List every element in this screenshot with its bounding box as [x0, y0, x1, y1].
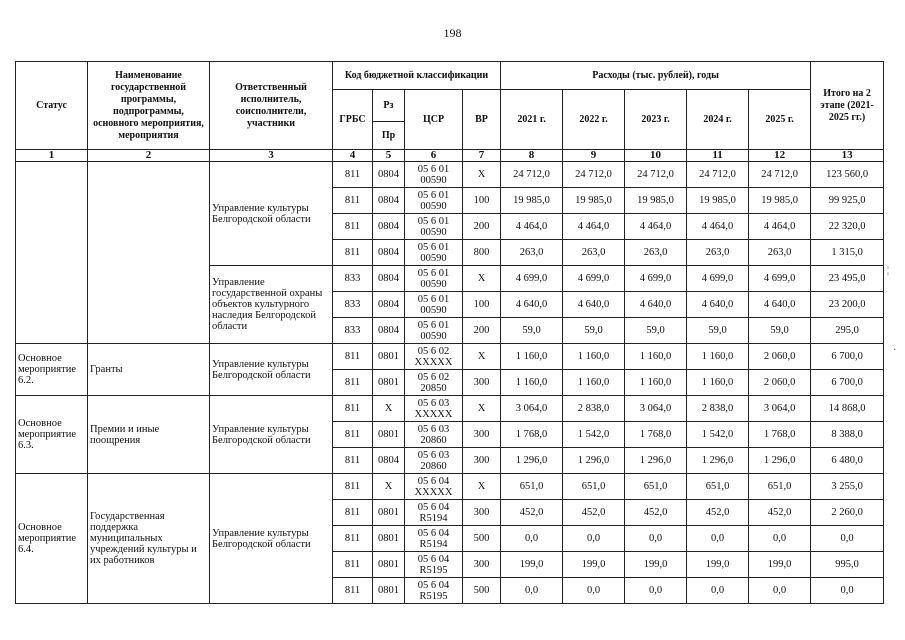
vr-cell: X	[463, 474, 501, 500]
amount-cell: 4 464,0	[563, 214, 625, 240]
total-cell: 995,0	[811, 552, 884, 578]
column-number: 2	[88, 150, 210, 162]
amount-cell: 4 640,0	[563, 292, 625, 318]
amount-cell: 19 985,0	[501, 188, 563, 214]
grbs-cell: 811	[333, 214, 373, 240]
grbs-cell: 811	[333, 396, 373, 422]
rzpr-cell: X	[373, 396, 405, 422]
csr-cell: 05 6 04 R5194	[405, 500, 463, 526]
column-number: 5	[373, 150, 405, 162]
total-cell: 6 480,0	[811, 448, 884, 474]
grbs-cell: 811	[333, 448, 373, 474]
amount-cell: 4 464,0	[501, 214, 563, 240]
amount-cell: 19 985,0	[625, 188, 687, 214]
amount-cell: 4 699,0	[749, 266, 811, 292]
amount-cell: 0,0	[625, 578, 687, 604]
total-cell: 123 560,0	[811, 162, 884, 188]
grbs-cell: 811	[333, 422, 373, 448]
total-cell: 295,0	[811, 318, 884, 344]
header-pr: Пр	[373, 122, 405, 150]
csr-cell: 05 6 01 00590	[405, 214, 463, 240]
grbs-cell: 833	[333, 266, 373, 292]
vr-cell: 200	[463, 318, 501, 344]
amount-cell: 4 699,0	[625, 266, 687, 292]
amount-cell: 0,0	[687, 578, 749, 604]
amount-cell: 24 712,0	[501, 162, 563, 188]
executor-cell: Управление культуры Белгородской области	[210, 396, 333, 474]
amount-cell: 199,0	[749, 552, 811, 578]
status-cell: Основное мероприятие 6.2.	[16, 344, 88, 396]
rzpr-cell: 0801	[373, 500, 405, 526]
amount-cell: 0,0	[563, 526, 625, 552]
csr-cell: 05 6 01 00590	[405, 318, 463, 344]
amount-cell: 3 064,0	[501, 396, 563, 422]
header-name: Наименование государственной программы, подпрограммы, основного мероприятия, мероприятия	[88, 62, 210, 150]
amount-cell: 4 640,0	[749, 292, 811, 318]
name-cell	[88, 162, 210, 344]
amount-cell: 4 699,0	[563, 266, 625, 292]
total-cell: 0,0	[811, 578, 884, 604]
table-row	[16, 344, 884, 370]
total-cell: 22 320,0	[811, 214, 884, 240]
amount-cell: 651,0	[625, 474, 687, 500]
amount-cell: 4 640,0	[687, 292, 749, 318]
amount-cell: 263,0	[749, 240, 811, 266]
table-row	[16, 396, 884, 422]
rzpr-cell: 0804	[373, 292, 405, 318]
amount-cell: 1 160,0	[625, 370, 687, 396]
amount-cell: 1 160,0	[625, 344, 687, 370]
csr-cell: 05 6 04 R5194	[405, 526, 463, 552]
rzpr-cell: 0804	[373, 448, 405, 474]
amount-cell: 452,0	[749, 500, 811, 526]
rzpr-cell: 0801	[373, 526, 405, 552]
rzpr-cell: 0801	[373, 578, 405, 604]
amount-cell: 24 712,0	[687, 162, 749, 188]
header-executor: Ответственный исполнитель, соисполнители, участники	[210, 62, 333, 150]
column-number-row	[16, 150, 884, 162]
csr-cell: 05 6 01 00590	[405, 292, 463, 318]
amount-cell: 1 542,0	[563, 422, 625, 448]
csr-cell: 05 6 01 00590	[405, 240, 463, 266]
amount-cell: 59,0	[687, 318, 749, 344]
amount-cell: 4 699,0	[687, 266, 749, 292]
csr-cell: 05 6 04 XXXXX	[405, 474, 463, 500]
table-body	[16, 162, 884, 604]
column-number: 12	[749, 150, 811, 162]
amount-cell: 651,0	[687, 474, 749, 500]
budget-table	[15, 61, 884, 604]
amount-cell: 199,0	[563, 552, 625, 578]
margin-mark: ¦	[887, 265, 890, 276]
grbs-cell: 811	[333, 344, 373, 370]
status-cell	[16, 162, 88, 344]
rzpr-cell: 0804	[373, 240, 405, 266]
amount-cell: 651,0	[563, 474, 625, 500]
amount-cell: 1 296,0	[625, 448, 687, 474]
margin-mark: ·	[893, 345, 897, 356]
vr-cell: 300	[463, 500, 501, 526]
vr-cell: 800	[463, 240, 501, 266]
executor-cell: Управление культуры Белгородской области	[210, 474, 333, 604]
amount-cell: 59,0	[625, 318, 687, 344]
header-year-2022: 2022 г.	[563, 90, 625, 150]
total-cell: 14 868,0	[811, 396, 884, 422]
name-cell: Премии и иные поощрения	[88, 396, 210, 474]
amount-cell: 4 699,0	[501, 266, 563, 292]
status-cell: Основное мероприятие 6.4.	[16, 474, 88, 604]
page-number: 198	[443, 26, 462, 40]
csr-cell: 05 6 02 XXXXX	[405, 344, 463, 370]
amount-cell: 2 838,0	[563, 396, 625, 422]
amount-cell: 59,0	[563, 318, 625, 344]
amount-cell: 1 768,0	[749, 422, 811, 448]
column-number: 10	[625, 150, 687, 162]
vr-cell: 300	[463, 422, 501, 448]
rzpr-cell: 0804	[373, 214, 405, 240]
header-vr: ВР	[463, 90, 501, 150]
header-total: Итого на 2 этапе (2021-2025 гг.)	[811, 62, 884, 150]
header-grbs: ГРБС	[333, 90, 373, 150]
vr-cell: 100	[463, 292, 501, 318]
rzpr-cell: 0801	[373, 422, 405, 448]
rzpr-cell: 0801	[373, 344, 405, 370]
amount-cell: 651,0	[749, 474, 811, 500]
total-cell: 2 260,0	[811, 500, 884, 526]
amount-cell: 2 060,0	[749, 370, 811, 396]
header-year-2021: 2021 г.	[501, 90, 563, 150]
grbs-cell: 811	[333, 370, 373, 396]
column-number: 6	[405, 150, 463, 162]
grbs-cell: 811	[333, 552, 373, 578]
amount-cell: 199,0	[501, 552, 563, 578]
total-cell: 3 255,0	[811, 474, 884, 500]
column-number: 13	[811, 150, 884, 162]
column-number: 8	[501, 150, 563, 162]
header-rz: Рз	[373, 90, 405, 122]
name-cell: Гранты	[88, 344, 210, 396]
amount-cell: 59,0	[749, 318, 811, 344]
amount-cell: 4 464,0	[625, 214, 687, 240]
amount-cell: 1 768,0	[501, 422, 563, 448]
total-cell: 0,0	[811, 526, 884, 552]
amount-cell: 2 060,0	[749, 344, 811, 370]
amount-cell: 3 064,0	[625, 396, 687, 422]
amount-cell: 24 712,0	[625, 162, 687, 188]
name-cell: Государственная поддержка муниципальных учреждений культуры и их работников	[88, 474, 210, 604]
amount-cell: 19 985,0	[563, 188, 625, 214]
rzpr-cell: 0804	[373, 188, 405, 214]
grbs-cell: 811	[333, 188, 373, 214]
amount-cell: 0,0	[501, 526, 563, 552]
amount-cell: 4 464,0	[687, 214, 749, 240]
amount-cell: 0,0	[563, 578, 625, 604]
column-number: 4	[333, 150, 373, 162]
csr-cell: 05 6 01 00590	[405, 162, 463, 188]
total-cell: 6 700,0	[811, 370, 884, 396]
column-number: 7	[463, 150, 501, 162]
amount-cell: 263,0	[687, 240, 749, 266]
grbs-cell: 833	[333, 318, 373, 344]
amount-cell: 1 160,0	[501, 344, 563, 370]
vr-cell: 100	[463, 188, 501, 214]
vr-cell: 500	[463, 578, 501, 604]
amount-cell: 452,0	[501, 500, 563, 526]
vr-cell: X	[463, 162, 501, 188]
grbs-cell: 811	[333, 162, 373, 188]
csr-cell: 05 6 04 R5195	[405, 552, 463, 578]
rzpr-cell: 0801	[373, 552, 405, 578]
grbs-cell: 811	[333, 578, 373, 604]
rzpr-cell: 0801	[373, 370, 405, 396]
amount-cell: 4 464,0	[749, 214, 811, 240]
header-csr: ЦСР	[405, 90, 463, 150]
header-year-2023: 2023 г.	[625, 90, 687, 150]
rzpr-cell: 0804	[373, 318, 405, 344]
amount-cell: 263,0	[563, 240, 625, 266]
amount-cell: 1 160,0	[687, 370, 749, 396]
total-cell: 23 495,0	[811, 266, 884, 292]
csr-cell: 05 6 04 R5195	[405, 578, 463, 604]
vr-cell: X	[463, 344, 501, 370]
csr-cell: 05 6 03 20860	[405, 422, 463, 448]
csr-cell: 05 6 03 20860	[405, 448, 463, 474]
grbs-cell: 811	[333, 240, 373, 266]
amount-cell: 1 768,0	[625, 422, 687, 448]
executor-cell: Управление государственной охраны объектов культурного наследия Белгородской области	[210, 266, 333, 344]
executor-cell: Управление культуры Белгородской области	[210, 162, 333, 266]
grbs-cell: 811	[333, 526, 373, 552]
total-cell: 8 388,0	[811, 422, 884, 448]
total-cell: 99 925,0	[811, 188, 884, 214]
amount-cell: 2 838,0	[687, 396, 749, 422]
amount-cell: 263,0	[501, 240, 563, 266]
csr-cell: 05 6 02 20850	[405, 370, 463, 396]
rzpr-cell: X	[373, 474, 405, 500]
amount-cell: 0,0	[749, 578, 811, 604]
table-row	[16, 474, 884, 500]
vr-cell: 300	[463, 370, 501, 396]
grbs-cell: 833	[333, 292, 373, 318]
column-number: 3	[210, 150, 333, 162]
amount-cell: 0,0	[501, 578, 563, 604]
amount-cell: 1 296,0	[749, 448, 811, 474]
amount-cell: 4 640,0	[625, 292, 687, 318]
amount-cell: 1 160,0	[501, 370, 563, 396]
header-status: Статус	[16, 62, 88, 150]
vr-cell: 300	[463, 448, 501, 474]
amount-cell: 19 985,0	[749, 188, 811, 214]
amount-cell: 19 985,0	[687, 188, 749, 214]
total-cell: 1 315,0	[811, 240, 884, 266]
grbs-cell: 811	[333, 500, 373, 526]
amount-cell: 0,0	[687, 526, 749, 552]
amount-cell: 1 296,0	[563, 448, 625, 474]
grbs-cell: 811	[333, 474, 373, 500]
amount-cell: 24 712,0	[749, 162, 811, 188]
amount-cell: 452,0	[563, 500, 625, 526]
amount-cell: 1 160,0	[687, 344, 749, 370]
csr-cell: 05 6 01 00590	[405, 266, 463, 292]
amount-cell: 4 640,0	[501, 292, 563, 318]
vr-cell: X	[463, 266, 501, 292]
column-number: 9	[563, 150, 625, 162]
amount-cell: 1 296,0	[501, 448, 563, 474]
total-cell: 23 200,0	[811, 292, 884, 318]
amount-cell: 199,0	[625, 552, 687, 578]
header-expenses: Расходы (тыс. рублей), годы	[501, 62, 811, 90]
header-budget-code: Код бюджетной классификации	[333, 62, 501, 90]
header-year-2024: 2024 г.	[687, 90, 749, 150]
rzpr-cell: 0804	[373, 266, 405, 292]
amount-cell: 0,0	[749, 526, 811, 552]
amount-cell: 1 160,0	[563, 344, 625, 370]
status-cell: Основное мероприятие 6.3.	[16, 396, 88, 474]
amount-cell: 452,0	[687, 500, 749, 526]
amount-cell: 59,0	[501, 318, 563, 344]
amount-cell: 0,0	[625, 526, 687, 552]
table-row	[16, 162, 884, 188]
amount-cell: 1 160,0	[563, 370, 625, 396]
csr-cell: 05 6 01 00590	[405, 188, 463, 214]
amount-cell: 651,0	[501, 474, 563, 500]
amount-cell: 1 296,0	[687, 448, 749, 474]
csr-cell: 05 6 03 XXXXX	[405, 396, 463, 422]
total-cell: 6 700,0	[811, 344, 884, 370]
vr-cell: 500	[463, 526, 501, 552]
amount-cell: 24 712,0	[563, 162, 625, 188]
column-number: 1	[16, 150, 88, 162]
column-number: 11	[687, 150, 749, 162]
vr-cell: X	[463, 396, 501, 422]
rzpr-cell: 0804	[373, 162, 405, 188]
header-year-2025: 2025 г.	[749, 90, 811, 150]
vr-cell: 300	[463, 552, 501, 578]
amount-cell: 3 064,0	[749, 396, 811, 422]
executor-cell: Управление культуры Белгородской области	[210, 344, 333, 396]
amount-cell: 1 542,0	[687, 422, 749, 448]
amount-cell: 263,0	[625, 240, 687, 266]
vr-cell: 200	[463, 214, 501, 240]
amount-cell: 452,0	[625, 500, 687, 526]
amount-cell: 199,0	[687, 552, 749, 578]
